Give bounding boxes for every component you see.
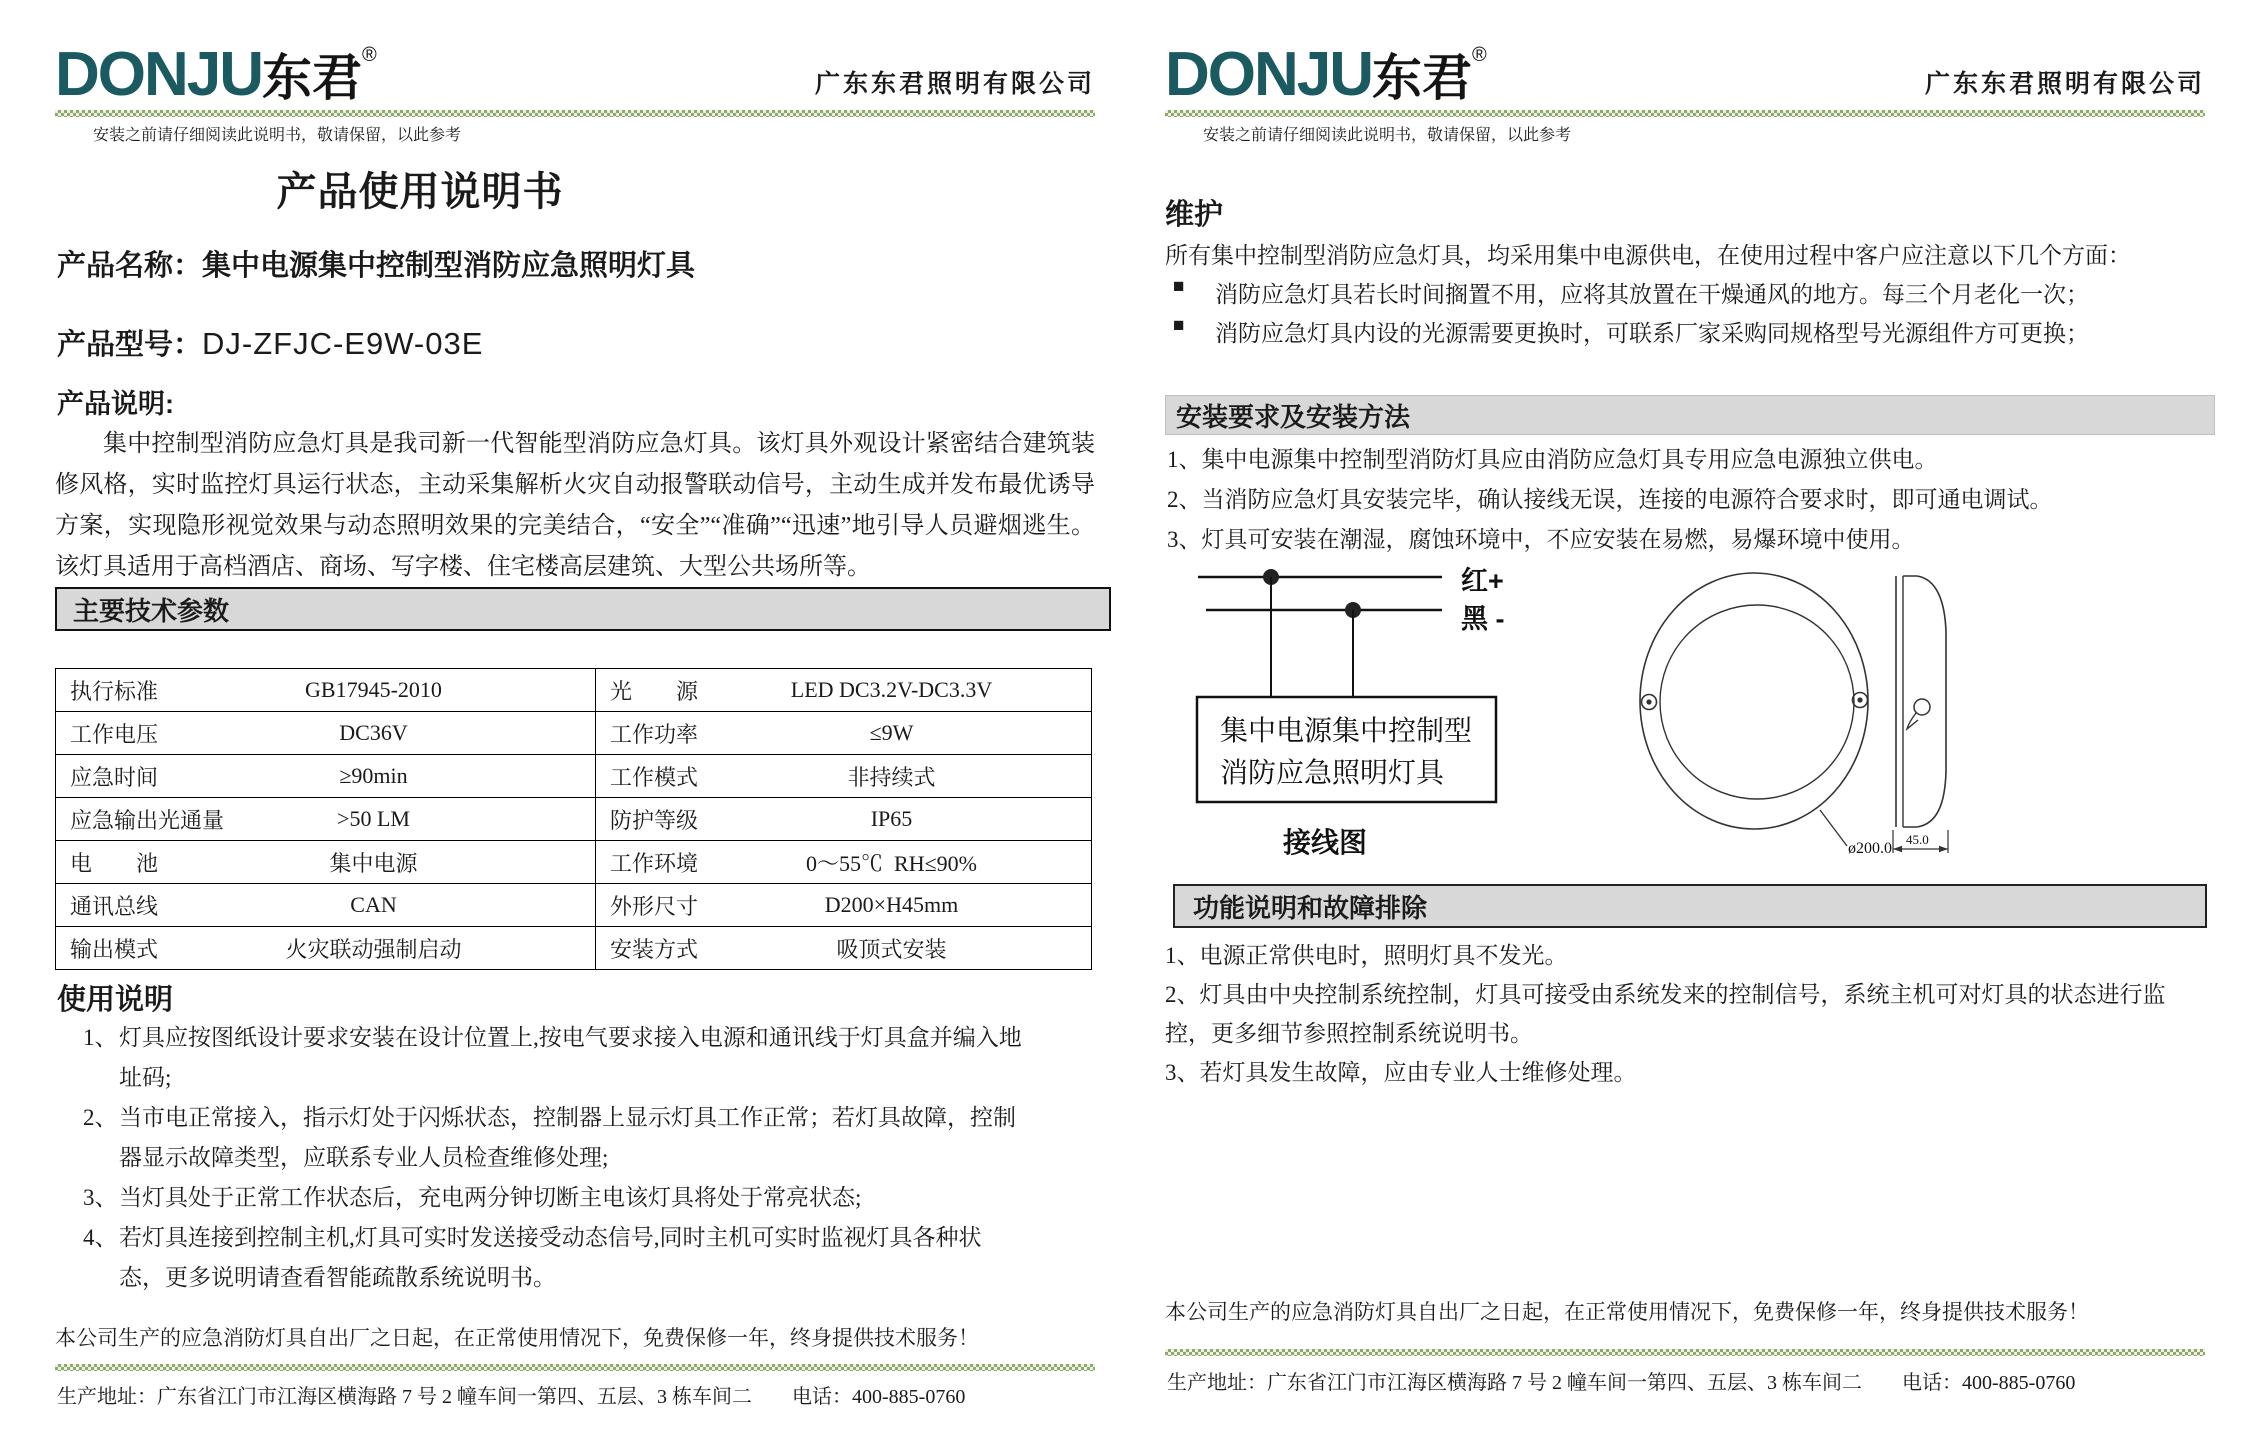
address-phone: 生产地址：广东省江门市江海区横海路 7 号 2 幢车间一第四、五层、3 栋车间二 电话：400-885-0760 [1167, 1372, 2076, 1394]
param-key: 工作电压 [70, 721, 159, 747]
table-row [56, 884, 1091, 927]
param-value: D200×H45mm [824, 892, 959, 917]
param-value: >50 LM [337, 806, 410, 831]
depth-label: 45.0 [1906, 832, 1929, 847]
table-row [56, 755, 1091, 798]
screw-hole-left-center [1646, 699, 1651, 704]
product-name-label: 产品名称： [57, 250, 203, 282]
dim-arrow-left [1893, 846, 1902, 852]
item-text: 当灯具处于正常工作状态后，充电两分钟切断主电该灯具将处于常亮状态; [119, 1185, 862, 1210]
usage-list [55, 1018, 1095, 1298]
product-name-line [57, 243, 695, 284]
keyhole-slot [1914, 699, 1930, 715]
list-item: 1、电源正常供电时，照明灯具不发光。 [1165, 943, 1568, 968]
side-view-profile [1903, 576, 1946, 827]
square-bullet-icon: ■ [1173, 276, 1185, 297]
table-row [56, 927, 1091, 969]
param-key: 应急输出光通量 [70, 807, 225, 833]
read-notice: 安装之前请仔细阅读此说明书，敬请保留，以此参考 [93, 127, 462, 144]
description-heading: 产品说明: [57, 389, 174, 419]
product-drawing [1615, 560, 2025, 865]
device-label-line2: 消防应急照明灯具 [1220, 758, 1445, 789]
params-heading: 主要技术参数 [73, 595, 230, 626]
list-item: 2、当消防应急灯具安装完毕，确认接线无误，连接的电源符合要求时，即可通电调试。 [1167, 487, 2053, 512]
param-key: 光 源 [610, 678, 699, 704]
keyhole-tail [1907, 713, 1918, 729]
wiring-caption: 接线图 [1283, 827, 1368, 858]
list-item [55, 1218, 1095, 1298]
header-divider [1165, 110, 2205, 117]
device-label-line1: 集中电源集中控制型 [1220, 716, 1473, 747]
table-row [56, 712, 1091, 755]
tech-params-table [55, 668, 1092, 970]
header-right [1165, 28, 2205, 109]
page-right [1165, 0, 2210, 1446]
list-item: 3、灯具可安装在潮湿，腐蚀环境中，不应安装在易燃，易爆环境中使用。 [1167, 527, 1915, 552]
params-section-bar [55, 587, 1111, 631]
param-value: ≤9W [869, 720, 914, 745]
registered-trademark-icon: ® [1472, 44, 1487, 66]
product-name-value: 集中电源集中控制型消防应急照明灯具 [202, 250, 696, 282]
product-model-line [57, 322, 483, 363]
address-phone: 生产地址：广东省江门市江海区横海路 7 号 2 幢车间一第四、五层、3 栋车间二 电话：400-885-0760 [57, 1386, 966, 1408]
logo-latin-text: DONJU [1165, 40, 1373, 109]
list-item: 3、若灯具发生故障，应由专业人士维修处理。 [1165, 1060, 1637, 1085]
company-name: 广东东君照明有限公司 [814, 70, 1095, 98]
description-paragraph: 集中控制型消防应急灯具是我司新一代智能型消防应急灯具。该灯具外观设计紧密结合建筑装修风格，实时监控灯具运行状态，主动采集解析火灾自动报警联动信号，主动生成并发布最优诱导方案，实现隐形视觉效果与动态照明效果的完美结合，“安全”“准确”“迅速”地引导人员避烟逃生。该灯具适用于高档酒店、商场、写字楼、住宅楼高层建筑、大型公共场所等。 [55, 431, 1095, 580]
item-number: 3、 [83, 1185, 118, 1210]
list-item [55, 1098, 1095, 1178]
install-list [1167, 440, 2207, 560]
param-key: 执行标准 [70, 678, 159, 704]
product-model-value: DJ-ZFJC-E9W-03E [202, 326, 484, 361]
param-value: 0～55℃ RH≤90% [806, 850, 977, 876]
logo-chinese-text: 东君 [1372, 50, 1473, 106]
diameter-leader-line [1820, 810, 1847, 846]
usage-heading: 使用说明 [57, 984, 174, 1016]
param-key: 应急时间 [70, 764, 159, 790]
param-key: 外形尺寸 [610, 893, 699, 919]
param-value: 集中电源 [329, 850, 418, 876]
param-key: 工作功率 [610, 721, 699, 747]
list-item [55, 1178, 1095, 1218]
table-row [56, 798, 1091, 841]
param-value: CAN [350, 892, 397, 917]
logo-chinese-text: 东君 [262, 50, 363, 106]
wire-positive-label: 红+ [1461, 566, 1504, 596]
footer-divider [1165, 1349, 2205, 1356]
header-divider [55, 110, 1095, 117]
function-heading: 功能说明和故障排除 [1193, 892, 1428, 923]
fixture-inner-ring [1660, 605, 1854, 799]
param-value: 吸顶式安装 [836, 936, 947, 962]
maintenance-intro: 所有集中控制型消防应急灯具，均采用集中电源供电，在使用过程中客户应注意以下几个方面： [1165, 243, 2131, 268]
list-item [1165, 315, 2205, 348]
list-item [1165, 276, 2205, 309]
list-item: 1、集中电源集中控制型消防灯具应由消防应急灯具专用应急电源独立供电。 [1167, 447, 1938, 472]
install-heading: 安装要求及安装方法 [1176, 401, 1411, 432]
square-bullet-icon: ■ [1173, 315, 1185, 336]
donju-logo [55, 40, 377, 109]
maintenance-heading: 维护 [1165, 199, 1224, 231]
function-list [1165, 936, 2203, 1092]
param-value: ≥90min [339, 763, 408, 788]
list-item [55, 1018, 1095, 1098]
table-row [56, 669, 1091, 712]
wiring-diagram [1180, 560, 1550, 865]
list-item: 2、灯具由中央控制系统控制，灯具可接受由系统发来的控制信号，系统主机可对灯具的状态进行监控，更多细节参照控制系统说明书。 [1165, 982, 2166, 1046]
registered-trademark-icon: ® [362, 44, 377, 66]
logo-latin-text: DONJU [55, 40, 263, 109]
item-number: 4、 [83, 1225, 118, 1250]
item-number: 1、 [83, 1025, 118, 1050]
param-value: DC36V [339, 720, 408, 745]
item-text: 当市电正常接入，指示灯处于闪烁状态，控制器上显示灯具工作正常；若灯具故障，控制器显示故障类型，应联系专业人员检查维修处理; [119, 1105, 1016, 1170]
item-text: 若灯具连接到控制主机,灯具可实时发送接受动态信号,同时主机可实时监视灯具各种状态，更多说明请查看智能疏散系统说明书。 [119, 1225, 982, 1290]
param-key: 电 池 [70, 850, 159, 876]
fixture-outer-ring [1640, 573, 1868, 829]
param-value: GB17945-2010 [305, 677, 442, 702]
wire-negative-label: 黑 - [1461, 604, 1505, 634]
screw-hole-right-center [1857, 697, 1862, 702]
param-key: 工作环境 [610, 850, 699, 876]
item-text: 消防应急灯具内设的光源需要更换时，可联系厂家采购同规格型号光源组件方可更换； [1215, 321, 2089, 346]
param-value: IP65 [870, 806, 913, 831]
header-left [55, 28, 1095, 109]
diameter-label: ø200.0 [1848, 840, 1892, 857]
param-key: 通讯总线 [70, 893, 159, 919]
param-key: 输出模式 [70, 936, 159, 962]
page-left [55, 0, 1100, 1446]
function-section-bar [1173, 884, 2207, 928]
company-name: 广东东君照明有限公司 [1924, 70, 2205, 98]
warranty-note: 本公司生产的应急消防灯具自出厂之日起，在正常使用情况下，免费保修一年，终身提供技术服务！ [1165, 1300, 2089, 1324]
param-key: 安装方式 [610, 936, 699, 962]
param-key: 工作模式 [610, 764, 699, 790]
product-model-label: 产品型号： [57, 329, 203, 361]
item-text: 灯具应按图纸设计要求安装在设计位置上,按电气要求接入电源和通讯线于灯具盒并编入地址码; [119, 1025, 1022, 1090]
item-text: 消防应急灯具若长时间搁置不用，应将其放置在干燥通风的地方。每三个月老化一次； [1215, 282, 2089, 307]
read-notice: 安装之前请仔细阅读此说明书，敬请保留，以此参考 [1203, 127, 1572, 144]
warranty-note: 本公司生产的应急消防灯具自出厂之日起，在正常使用情况下，免费保修一年，终身提供技术服务！ [55, 1326, 979, 1350]
footer-divider [55, 1364, 1095, 1371]
param-key: 防护等级 [610, 807, 699, 833]
param-value: 非持续式 [847, 764, 936, 790]
donju-logo [1165, 40, 1487, 109]
install-section-bar [1165, 395, 2215, 435]
item-number: 2、 [83, 1105, 118, 1130]
table-row [56, 841, 1091, 884]
param-value: 火灾联动强制启动 [285, 936, 462, 962]
dim-arrow-right [1939, 846, 1948, 852]
document-title: 产品使用说明书 [276, 170, 564, 214]
param-value: LED DC3.2V-DC3.3V [790, 677, 993, 702]
